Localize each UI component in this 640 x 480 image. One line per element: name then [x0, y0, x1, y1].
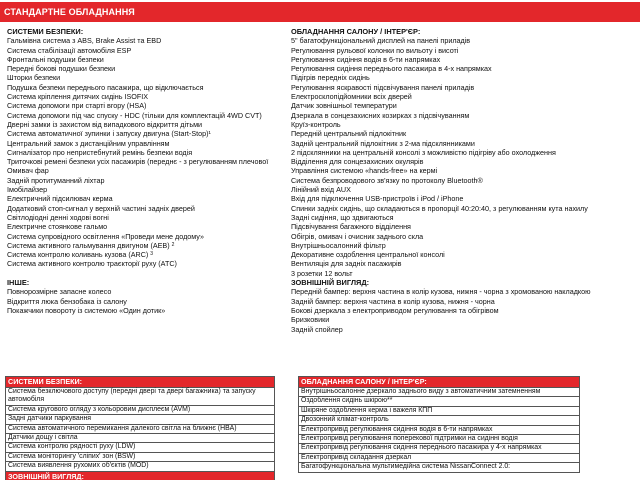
interior-item: Вентиляція для задніх пасажирів	[291, 259, 402, 269]
safety-item: Додатковий стоп-сигнал у верхній частині задніх дверей	[7, 203, 195, 213]
interior-item: Передній центральний підлокітник	[291, 129, 407, 139]
table-cell: Система кругового огляду з кольоровим дисплеєм (AVM)	[6, 405, 275, 414]
table-cell: Двозонний клімат-контроль	[299, 416, 580, 425]
interior-item: 5" багатофункціональний дисплей на панелі приладів	[291, 36, 471, 46]
table-row	[299, 435, 580, 444]
safety-heading: СИСТЕМИ БЕЗПЕКИ:	[7, 27, 84, 36]
interior-item: Система безпроводового зв'язку по протоколу Bluetooth®	[291, 175, 483, 185]
interior-item: Регулювання сидіння переднього пасажира в 4-х напрямках	[291, 64, 492, 74]
table-row	[6, 443, 275, 452]
table-cell: Система контролю рядності руху (LDW)	[6, 443, 275, 452]
table-row	[6, 405, 275, 414]
table-cell: Задні датчики паркування	[6, 415, 275, 424]
other-item: Повнорозмірне запасне колесо	[7, 287, 112, 297]
safety-item	[7, 250, 292, 259]
interior-item: Датчик зовнішньої температури	[291, 101, 397, 111]
table-row	[6, 462, 275, 471]
exterior-item: Задній спойлер	[291, 324, 343, 334]
safety-item: Передні бокові подушки безпеки	[7, 64, 116, 74]
safety-item: Триточкові ремені безпеки усіх пасажирів (переднє - з регулюванням плечової	[7, 157, 269, 167]
table-cell: Система виявлення рухомих об'єктів (MOD)	[6, 462, 275, 471]
safety-item: Електричне стоянкове гальмо	[7, 222, 108, 232]
aeb-label: Система активного гальмування двигуном (AEB)	[7, 240, 170, 250]
interior-item: Декоративне оздоблення центральної консолі	[291, 250, 445, 260]
safety-item: Сигналізатор про непристебнутий ремінь безпеки водія	[7, 147, 193, 157]
safety-item: Подушка безпеки переднього пасажира, що відключається	[7, 82, 204, 92]
interior-item: Відділення для сонцезахисних окулярів	[291, 157, 424, 167]
interior-item: Обігрів, омивач і очисник заднього скла	[291, 231, 424, 241]
safety-item: Система автоматичної зупинки і запуску двигуна (Start-Stop)¹	[7, 129, 211, 139]
safety-item: Омивач фар	[7, 166, 49, 176]
table-row	[299, 397, 580, 406]
interior-item: Круїз-контроль	[291, 119, 341, 129]
other-item: Покажчики повороту із системою «Один дотик»	[7, 305, 166, 315]
safety-item: Система стабілізації автомобіля ESP	[7, 45, 132, 55]
safety-item: Імобілайзер	[7, 185, 48, 195]
table-row	[6, 452, 275, 461]
interior-item: 2 підсклянники на центральній консолі з можливістю підігріву або охолодження	[291, 147, 556, 157]
table-cell: Електропривід регулювання поперекової підтримки на сидінні водія	[299, 435, 580, 444]
safety-item: Світлодіодні денні ходові вогні	[7, 212, 109, 222]
right-column	[291, 27, 636, 334]
table-cell: Електропривід регулювання сидіння переднього пасажира у 4-х напрямках	[299, 444, 580, 453]
safety-item: Система допомоги під час спуску - HDC (тільки для комплектацій 4WD CVT)	[7, 110, 262, 120]
exterior-item: Бокові дзеркала з електроприводом регулювання та обігрівом	[291, 305, 499, 315]
table-row	[299, 453, 580, 462]
table-header: ОБЛАДНАННЯ САЛОНУ / ІНТЕР'ЄР:	[299, 377, 580, 388]
exterior-item: Бризковики	[291, 315, 330, 325]
section-title: СТАНДАРТНЕ ОБЛАДНАННЯ	[4, 7, 135, 17]
safety-item: Гальмівна система з ABS, Brake Assist та EBD	[7, 36, 162, 46]
interior-item: Електросклопідйомники всіх дверей	[291, 92, 412, 102]
spacer	[7, 269, 292, 278]
interior-item: Вхід для підключення USB-пристроїв і iPod / iPhone	[291, 194, 464, 204]
safety-item: Шторки безпеки	[7, 73, 61, 83]
optional-interior-table	[298, 376, 580, 473]
table-row	[6, 415, 275, 424]
interior-item: Лінійний вхід AUX	[291, 185, 351, 195]
safety-item: Система супровідного освітлення «Проведи мене додому»	[7, 231, 204, 241]
table-cell: Система безключового доступу (передні двері та двері багажника) та запуску автомобіля	[6, 388, 275, 406]
table-row	[299, 463, 580, 472]
interior-item: Регулювання рульової колонки по вильоту і висоті	[291, 45, 459, 55]
interior-item: Дзеркала в сонцезахисних козирках з підсвічуванням	[291, 110, 470, 120]
table-cell: Система моніторингу 'сліпих' зон (BSW)	[6, 452, 275, 461]
exterior-item: Задній бампер: верхня частина в колір кузова, нижня - чорна	[291, 296, 495, 306]
other-heading: ІНШЕ:	[7, 278, 30, 288]
section-header-bar	[0, 2, 640, 22]
interior-item: Управління системою «hands-free» на кермі	[291, 166, 438, 176]
safety-item: Дверні замки із захистом від випадкового відкриття дітьми	[7, 119, 203, 129]
interior-item: Спинки задніх сидінь, що складаються в пропорції 40:20:40, з регулюванням кута нахилу	[291, 203, 588, 213]
exterior-item: Передній бампер: верхня частина в колір кузова, нижня - чорна з хромованою накладкою	[291, 287, 591, 297]
interior-item: Задні сидіння, що здвигаються	[291, 212, 394, 222]
table-cell: Електропривід складання дзеркал	[299, 453, 580, 462]
interior-item: 3 розетки 12 вольт	[291, 268, 353, 278]
arc-label: Система контролю коливань кузова (ARC)	[7, 250, 149, 260]
safety-item: Задній протитуманний ліхтар	[7, 175, 105, 185]
table-cell: Електропривід регулювання сидіння водія в 6-ти напрямках	[299, 425, 580, 434]
other-item: Відкриття люка бензобака із салону	[7, 296, 127, 306]
table-cell: Багатофункціональна мультимедійна система NissanConnect 2.0:	[299, 463, 580, 472]
interior-item: Підігрів передніх сидінь	[291, 73, 370, 83]
interior-heading: ОБЛАДНАННЯ САЛОНУ / ІНТЕР'ЄР:	[291, 27, 421, 36]
interior-item: Регулювання сидіння водія в 6-ти напрямках	[291, 54, 441, 64]
table-row	[299, 444, 580, 453]
interior-item: Задній центральний підлокітник з 2-ма підсклянниками	[291, 138, 475, 148]
table-cell: Датчики дощу і світла	[6, 434, 275, 443]
safety-item: Система активного контролю траєкторії руху (ATC)	[7, 259, 177, 269]
safety-item	[7, 241, 292, 250]
table-cell: Оздоблення сидінь шкірою**	[299, 397, 580, 406]
safety-item: Система кріплення дитячих сидінь ISOFIX	[7, 92, 149, 102]
safety-item: Система допомоги при старті вгору (HSA)	[7, 101, 147, 111]
table-row	[299, 388, 580, 397]
interior-item: Підсвічування багажного відділення	[291, 222, 411, 232]
table-row	[299, 416, 580, 425]
table-row	[6, 388, 275, 406]
safety-item: Фронтальні подушки безпеки	[7, 54, 104, 64]
table-row	[299, 406, 580, 415]
table-header: ЗОВНІШНІЙ ВИГЛЯД:	[6, 471, 275, 480]
interior-item: Внутрішньосалонний фільтр	[291, 240, 386, 250]
table-cell: Внутрішньосалонне дзеркало заднього виду з автоматичним затемненням	[299, 388, 580, 397]
aeb-footnote: 2	[171, 241, 175, 248]
table-header: СИСТЕМИ БЕЗПЕКИ:	[6, 377, 275, 388]
table-cell: Шкіряне оздоблення керма і важеля КПП	[299, 406, 580, 415]
safety-item: Електричний підсилювач керма	[7, 194, 113, 204]
arc-footnote: 3	[150, 251, 154, 258]
exterior-heading: ЗОВНІШНІЙ ВИГЛЯД:	[291, 278, 370, 288]
interior-item: Регулювання яскравості підсвічування панелі приладів	[291, 82, 475, 92]
table-cell: Система автоматичного перемикання далекого світла на ближнє (HBA)	[6, 424, 275, 433]
table-row	[299, 425, 580, 434]
table-row	[6, 434, 275, 443]
optional-safety-table	[5, 376, 275, 480]
left-column	[7, 27, 292, 315]
table-row	[6, 424, 275, 433]
safety-item: Центральний замок з дистанційним управлінням	[7, 138, 170, 148]
